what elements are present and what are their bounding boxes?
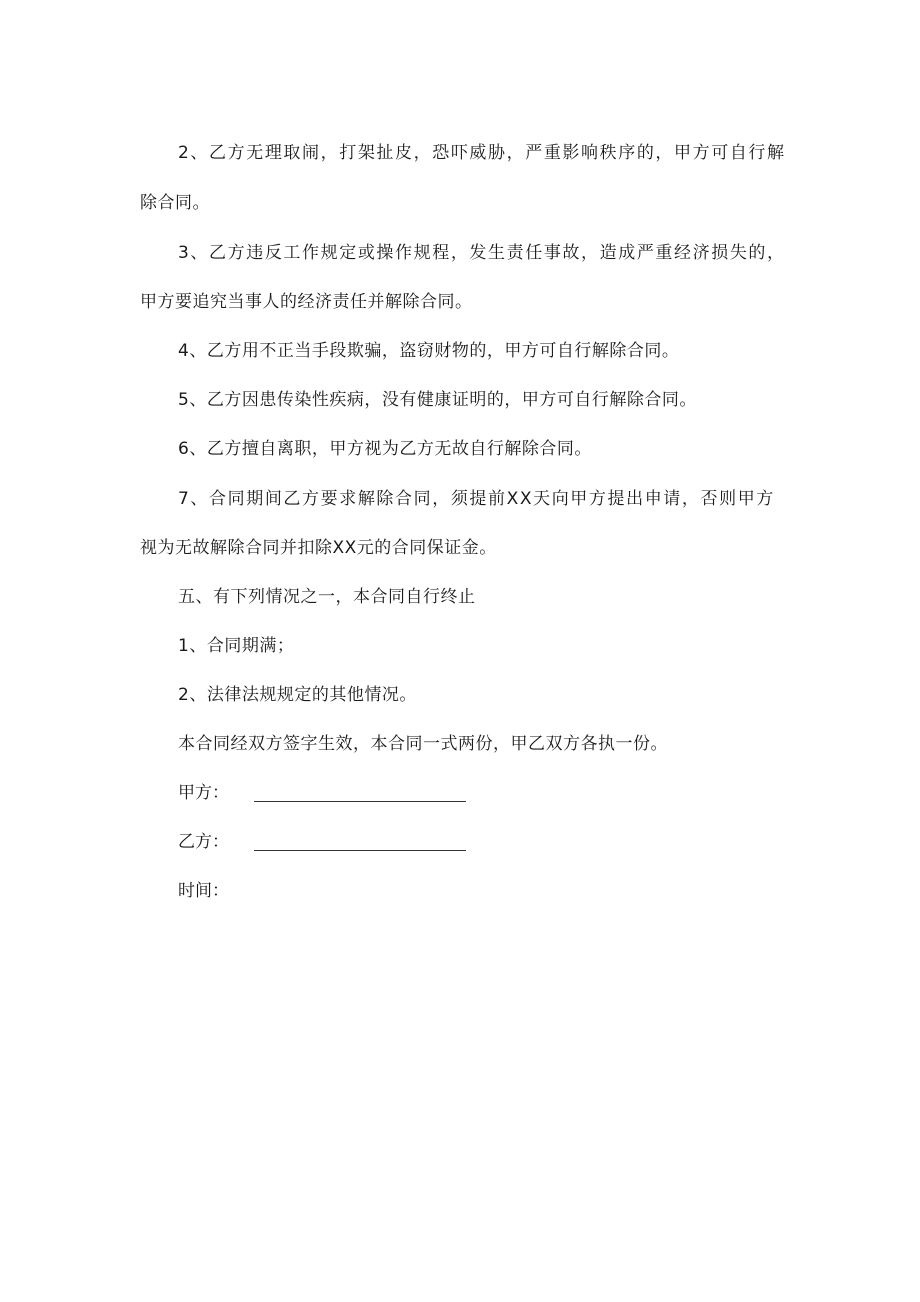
clause-4-item-2-line-1: 2、乙方无理取闹，打架扯皮，恐吓威胁，严重影响秩序的，甲方可自行解 [178,143,786,163]
party-a-signature-line [254,801,466,802]
time-label: 时间： [178,881,229,901]
closing-statement: 本合同经双方签字生效，本合同一式两份，甲乙双方各执一份。 [178,734,668,754]
party-a-label: 甲方： [178,783,229,803]
clause-4-item-3-line-2: 甲方要追究当事人的经济责任并解除合同。 [140,292,473,312]
clause-4-item-5: 5、乙方因患传染性疾病，没有健康证明的，甲方可自行解除合同。 [178,390,697,410]
time-row [178,880,229,902]
clause-5-item-2: 2、法律法规规定的其他情况。 [178,685,417,705]
clause-4-item-4: 4、乙方用不正当手段欺骗，盗窃财物的，甲方可自行解除合同。 [178,341,680,361]
party-b-signature-line [254,850,466,851]
clause-5-item-1: 1、合同期满； [178,636,295,656]
party-b-label: 乙方： [178,832,229,852]
clause-4-item-3-line-1: 3、乙方违反工作规定或操作规程，发生责任事故，造成严重经济损失的， [178,243,786,263]
clause-5-heading: 五、有下列情况之一，本合同自行终止 [178,587,476,607]
clause-4-item-2-line-2: 除合同。 [140,193,210,213]
clause-4-item-7-line-1: 7、合同期间乙方要求解除合同，须提前XX天向甲方提出申请，否则甲方 [178,489,775,509]
party-b-signature-row [178,831,466,853]
clause-4-item-6: 6、乙方擅自离职，甲方视为乙方无故自行解除合同。 [178,439,592,459]
clause-4-item-7-line-2: 视为无故解除合同并扣除XX元的合同保证金。 [140,538,497,558]
party-a-signature-row [178,782,466,804]
